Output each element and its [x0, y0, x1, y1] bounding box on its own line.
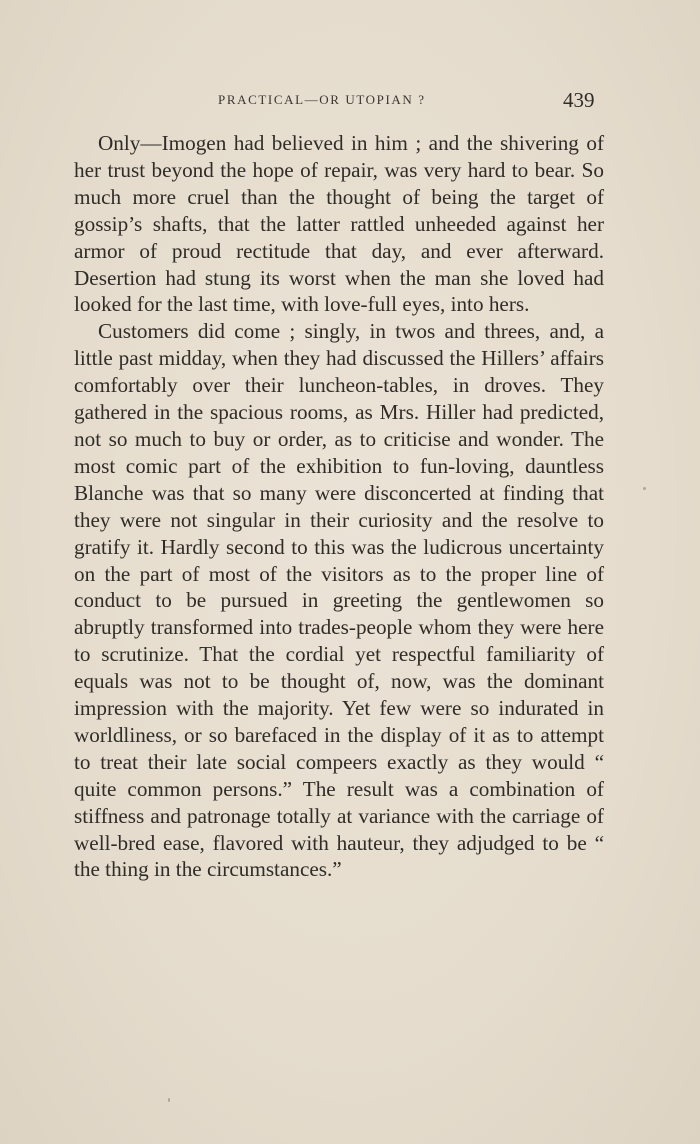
body-text: [74, 130, 604, 883]
page-number: 439: [563, 88, 595, 112]
running-head: PRACTICAL—OR UTOPIAN ?: [218, 92, 426, 107]
paper-speck: [643, 487, 646, 490]
paragraph: Customers did come ; singly, in twos and threes, and, a little past midday, when they had discussed the Hillers’ affairs comfortably over their luncheon-tables, in droves. They gathered in the spacious rooms, as Mrs. Hiller had predicted, not so much to buy or order, as to criticise and wonder. The most comic part of the exhibition to fun-loving, dauntless Blanche was that so many were disconcerted at finding that they were not singular in their curiosity and the resolve to gratify it. Hardly second to this was the ludicrous uncertainty on the part of most of the visitors as to the proper line of conduct to be pursued in greeting the gentlewomen so abruptly transformed into trades-people whom they were here to scrutinize. That the cordial yet respectful familiarity of equals was not to be thought of, now, was the dominant impression with the majority. Yet few were so indurated in worldliness, or so barefaced in the display of it as to attempt to treat their late social compeers exactly as they would “ quite common persons.” The result was a combination of stiffness and patronage totally at variance with the carriage of well-bred ease, flavored with hauteur, they adjudged to be “ the thing in the circumstances.”: [74, 319, 604, 882]
paragraph: Only—Imogen had believed in him ; and the shivering of her trust beyond the hope of repair, was very hard to bear. So much more cruel than the thought of being the target of gossip’s shafts, that the latter rattled unheeded against her armor of proud rectitude that day, and ever afterward. Desertion had stung its worst when the man she loved had looked for the last time, with love-full eyes, into hers.: [74, 131, 604, 317]
paper-speck: [168, 1098, 170, 1102]
page-header: [0, 88, 700, 118]
